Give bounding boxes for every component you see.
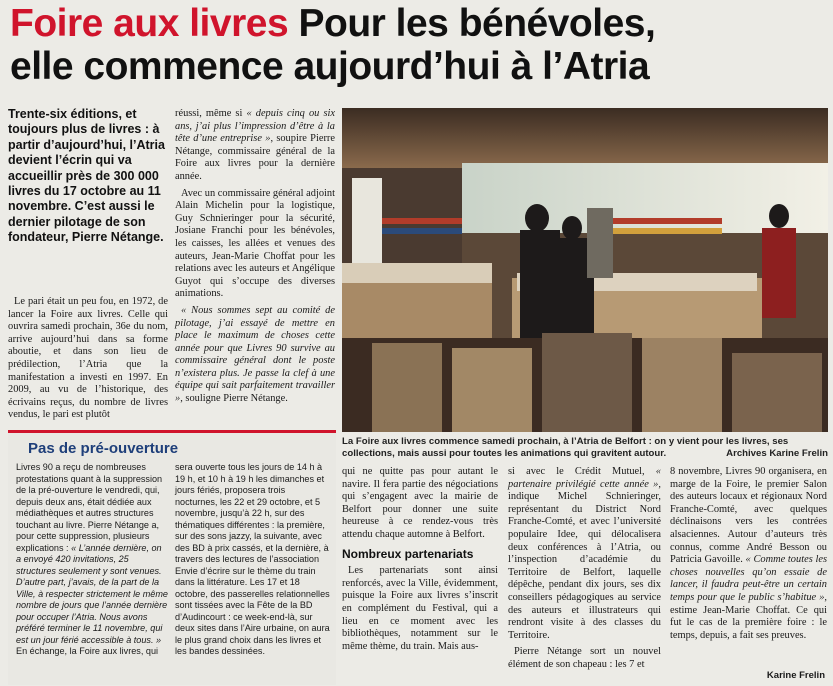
article-column-2 <box>175 108 335 410</box>
text: , indique Michel Schnieringer, représentant du District Nord Franche-Comté, et avec l’université populaire Idee, qui délocalisera deux conférences à l’Atria, ou l’inspection d’académie du Territoire de Belfort, laquelle dépêche, pendant dix jours, ses dix conseillers pédagogiques au service des auteurs et illustrateurs qui rendront visite à des classes du Territoire. <box>508 478 661 641</box>
paragraph: Avec un commissaire général adjoint Alain Michelin pour la logistique, Guy Schnieringer pour la sécurité, Josiane Franchi pour les bénévoles, les caisses, les allées et venues des auteurs, Jean-Marie Choffat pour les relations avec les auteurs et Angélique Guyot qui s’occupe des diverses animations. <box>175 187 335 300</box>
title-line-2: elle commence aujourd’hui à l’Atria <box>10 45 650 88</box>
sidebar-column-2: sera ouverte tous les jours de 14 h à 19 h, et 10 h à 19 h les dimanches et jours fériés, proposera trois nocturnes, les 22 et 29 octobre, et 5 novembre, jusqu’à 22 h, sur des thématiques différentes : la première, sur des sons jazzy, la suivante, avec des BD à prix cassés, et la dernière, à travers des lectures de l’association Envie d’écrire sur le thème du train dans la littérature. Les 17 et 18 octobre, des passerelles relationnelles sont tissées avec la Fête de la BD d’Audincourt : ce week-end-là, sur deux sites dans l’Aire urbaine, on aura le plus grand choix dans les livres et les bandes dessinées. <box>175 462 330 656</box>
subheading: Nombreux partenariats <box>342 546 474 561</box>
paragraph: qui ne quitte pas pour autant le navire. Il fera partie des négociations qui s’engagent avec la mairie de Belfort pour donner une suite heureuse à ce rendez-vous très attendu chaque automne à Belfort. <box>342 466 498 540</box>
paragraph: Le pari était un peu fou, en 1972, de lancer la Foire aux livres. Celle qui ouvrira samedi prochain, 36e du nom, arrive aujourd’hui dans sa forme aboutie, et dans son lieu de prédilection, l’Atria que la manifestation a investi en 1997. En 2009, au vu de l’historique, des écrivains reçus, du nombre de livres vendus, le pari est plutôt <box>8 296 168 421</box>
text: Livres 90 a reçu de nombreuses protestations quant à la suppression de la pré-ouverture le vendredi, qui, depuis deux ans, était dédiée aux médiathèques et autres structures touchant au livre. Pierre Nétange a, pour cette suppression, plusieurs explications : <box>16 462 163 553</box>
text: , estime Jean-Marie Choffat. Ce qui fut le cas de la première foire : le temps, depuis, a fait ses preuves. <box>670 591 827 641</box>
paragraph <box>175 305 335 406</box>
text: , soupire Pierre Nétange, commissaire général de la Foire aux livres pour la dernière année. <box>175 133 335 182</box>
photo-credit: Archives Karine Frelin <box>726 448 828 459</box>
quote: « L’année dernière, on a envoyé 420 invitations, 25 structures seulement y sont venues. D’autre part, j’avais, de la part de la Ville, à respecter strictement le même nombre de jours que l’année dernière pour occuper l’Atria. Nous avons préféré terminer le 11 novembre, qui est un jour férié accessible à tous. » <box>16 542 168 645</box>
paragraph: Les partenariats sont ainsi renforcés, avec la Ville, évidemment, puisque la Foire aux livres s’inscrit en complément du Festival, qui a lieu en ce moment avec les bibliothèques, notamment sur le même thème, du train. Mais aus- <box>342 565 498 652</box>
quote: « partenaire privilégié cette année » <box>508 466 661 490</box>
text: réussi, même si <box>175 108 247 119</box>
paragraph: Pierre Nétange sort un nouvel élément de son chapeau : les 7 et <box>508 646 661 670</box>
headline-line-1 <box>10 2 830 45</box>
caption-text: La Foire aux livres commence samedi prochain, à l’Atria de Belfort : on y vient pour les livres, ses collections, mais aussi pour toutes les animations qui gravitent autour. <box>342 436 789 459</box>
text: En échange, la Foire aux livres, qui <box>16 646 159 656</box>
text: , souligne Pierre Nétange. <box>180 393 288 405</box>
sidebar-column-1 <box>16 462 168 658</box>
quote: « Nous sommes sept au comité de pilotage, j’ai essayé de mettre en place le maximum de choses cette année pour que Livres 90 survive au commissaire général dont le poste n’existera plus. Je passe la clef à une équipe qui sait parfaitement travailler » <box>175 304 335 405</box>
article-column-1 <box>8 296 168 426</box>
text: 8 novembre, Livres 90 organisera, en marge de la Foire, le premier Salon des auteurs locaux et régionaux Nord Franche-Comté, avec quelques déclinaisons vers les contrées alsaciennes. Autour d’auteurs très connus, comme André Besson ou Patricia Gavoille. <box>670 466 827 566</box>
article-photo <box>342 108 828 432</box>
headline <box>10 2 830 88</box>
author-signature: Karine Frelin <box>766 670 825 681</box>
quote: « Comme toutes les choses nouvelles qu’on essaie de lancer, il faudra peut-être un certain temps pour que le public s’habitue » <box>670 554 827 603</box>
book-fair-photo-illustration <box>342 108 828 432</box>
paragraph <box>175 108 335 184</box>
lead-paragraph: Trente-six éditions, et toujours plus de livres : à partir d’aujourd’hui, l’Atria devient l’écrin qui va accueillir près de 300 000 livres du 17 octobre au 11 novembre. C’est aussi le dernier pilotage de son fondateur, Pierre Nétange. <box>8 107 165 245</box>
kicker: Foire aux livres <box>10 2 289 45</box>
photo-caption <box>342 436 828 460</box>
article-column-4 <box>508 466 661 676</box>
article-column-5 <box>670 466 827 646</box>
article-column-3 <box>342 466 498 657</box>
text: si avec le Crédit Mutuel, <box>508 466 656 477</box>
paragraph <box>508 466 661 642</box>
quote: « depuis cinq ou six ans, j’ai plus l’impression d’être à la tête d’une entreprise » <box>175 108 335 145</box>
paragraph <box>670 466 827 642</box>
sidebar-title: Pas de pré-ouverture <box>28 440 179 457</box>
title-line-1: Pour les bénévoles, <box>298 2 656 45</box>
